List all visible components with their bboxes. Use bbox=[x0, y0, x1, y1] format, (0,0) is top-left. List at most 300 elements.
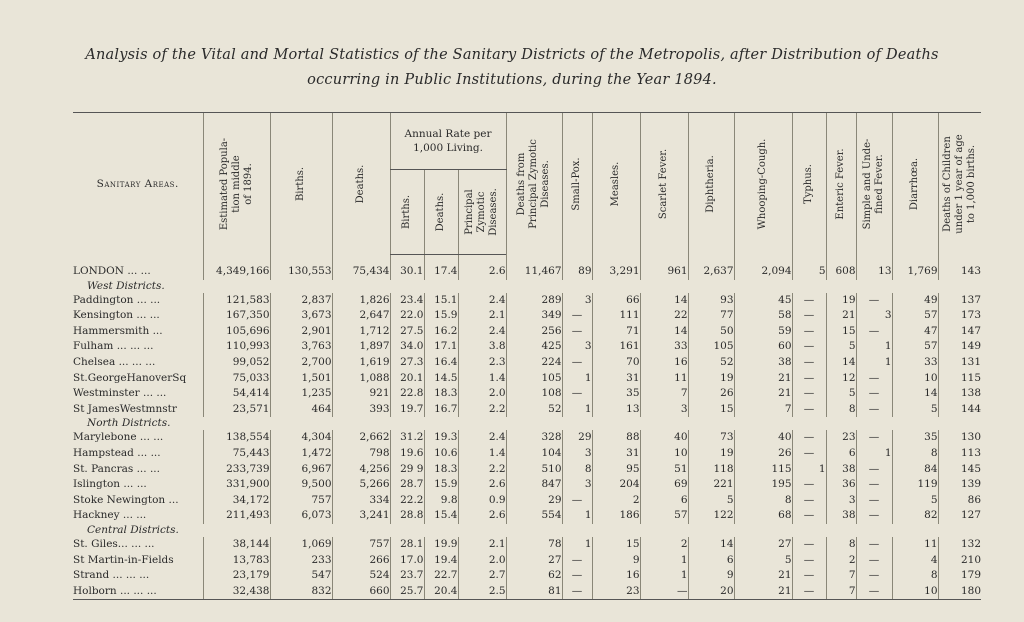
area-name-cell: Hammersmith ... bbox=[73, 324, 163, 337]
table-cell: 14.5 bbox=[424, 371, 458, 387]
table-body bbox=[73, 255, 981, 600]
table-cell: 22 bbox=[640, 308, 688, 324]
document-title bbox=[0, 43, 1024, 93]
table-cell: 5 bbox=[792, 255, 826, 280]
table-row bbox=[73, 355, 981, 371]
table-cell: 144 bbox=[938, 402, 981, 418]
table-cell: 130 bbox=[938, 430, 981, 446]
table-cell: 3 bbox=[562, 446, 592, 462]
table-cell: 3 bbox=[856, 308, 892, 324]
table-cell: 2,647 bbox=[332, 308, 390, 324]
table-cell: 21 bbox=[734, 584, 792, 600]
header-enteric-fever: Enteric Fever. bbox=[826, 113, 856, 255]
table-cell: 27 bbox=[506, 553, 562, 569]
table-cell: 21 bbox=[734, 568, 792, 584]
area-name-cell: St JamesWestmnstr bbox=[73, 402, 177, 415]
table-cell: 25.7 bbox=[390, 584, 424, 600]
table-cell: 15.9 bbox=[424, 477, 458, 493]
table-row bbox=[73, 308, 981, 324]
table-cell: 31.2 bbox=[390, 430, 424, 446]
table-cell: 32,438 bbox=[203, 584, 270, 600]
table-cell: 2.6 bbox=[458, 255, 506, 280]
table-cell: 1 bbox=[562, 402, 592, 418]
table-cell: 70 bbox=[592, 355, 640, 371]
table-cell: 2.3 bbox=[458, 355, 506, 371]
table-cell: 1 bbox=[856, 339, 892, 355]
table-cell: — bbox=[792, 508, 826, 524]
table-cell: — bbox=[856, 462, 892, 478]
table-cell: — bbox=[792, 584, 826, 600]
table-cell: 40 bbox=[640, 430, 688, 446]
table-cell: — bbox=[562, 324, 592, 340]
table-cell: 921 bbox=[332, 386, 390, 402]
table-cell: 30.1 bbox=[390, 255, 424, 280]
table-cell: 19 bbox=[688, 371, 734, 387]
table-cell: 195 bbox=[734, 477, 792, 493]
header-deaths: Deaths. bbox=[332, 113, 390, 255]
table-cell: 180 bbox=[938, 584, 981, 600]
table-cell: 5 bbox=[826, 386, 856, 402]
table-cell: 111 bbox=[592, 308, 640, 324]
table-cell: 224 bbox=[506, 355, 562, 371]
table-cell: 757 bbox=[332, 537, 390, 553]
table-cell: 29 bbox=[562, 430, 592, 446]
table-cell: 14 bbox=[640, 324, 688, 340]
section-heading: North Districts. bbox=[87, 417, 171, 430]
table-cell: — bbox=[792, 386, 826, 402]
table-cell: 45 bbox=[734, 293, 792, 309]
table-cell: 19.3 bbox=[424, 430, 458, 446]
section-heading-row bbox=[73, 524, 981, 537]
table-cell: 11 bbox=[640, 371, 688, 387]
table-cell: 6 bbox=[640, 493, 688, 509]
table-cell: 1 bbox=[562, 537, 592, 553]
table-cell: 75,434 bbox=[332, 255, 390, 280]
area-name-cell: St Martin-in-Fields bbox=[73, 553, 174, 566]
table-cell: 10.6 bbox=[424, 446, 458, 462]
table-cell: 1,712 bbox=[332, 324, 390, 340]
table-cell: 35 bbox=[892, 430, 938, 446]
table-cell: 21 bbox=[826, 308, 856, 324]
table-cell: 38 bbox=[826, 508, 856, 524]
table-cell: 132 bbox=[938, 537, 981, 553]
table-cell: — bbox=[640, 584, 688, 600]
table-cell: 3 bbox=[562, 339, 592, 355]
table-cell: 23.4 bbox=[390, 293, 424, 309]
table-cell: 5,266 bbox=[332, 477, 390, 493]
table-cell: 31 bbox=[592, 371, 640, 387]
table-cell: 17.0 bbox=[390, 553, 424, 569]
table-cell: 15.9 bbox=[424, 308, 458, 324]
table-cell: — bbox=[562, 493, 592, 509]
table-cell: 38 bbox=[734, 355, 792, 371]
table-cell: 393 bbox=[332, 402, 390, 418]
table-cell: — bbox=[792, 430, 826, 446]
table-cell: 62 bbox=[506, 568, 562, 584]
table-cell: 0.9 bbox=[458, 493, 506, 509]
area-name-cell: Marylebone ... ... bbox=[73, 431, 164, 444]
table-cell: 2.4 bbox=[458, 324, 506, 340]
table-cell: 15 bbox=[826, 324, 856, 340]
table-row bbox=[73, 293, 981, 309]
table-cell: 20.1 bbox=[390, 371, 424, 387]
table-cell: 35 bbox=[592, 386, 640, 402]
table-cell: 110,993 bbox=[203, 339, 270, 355]
table-cell: 131 bbox=[938, 355, 981, 371]
table-cell: 3,763 bbox=[270, 339, 332, 355]
header-zymotic-deaths: Deaths from Principal Zymotic Diseases. bbox=[506, 113, 562, 255]
table-cell: 3 bbox=[826, 493, 856, 509]
table-cell: 2.0 bbox=[458, 553, 506, 569]
table-cell: 95 bbox=[592, 462, 640, 478]
table-cell: 93 bbox=[688, 293, 734, 309]
table-cell: 11,467 bbox=[506, 255, 562, 280]
table-cell: 34.0 bbox=[390, 339, 424, 355]
table-cell: 211,493 bbox=[203, 508, 270, 524]
area-name-cell: LONDON ... ... bbox=[73, 264, 151, 277]
table-cell: 27.3 bbox=[390, 355, 424, 371]
table-cell: 757 bbox=[270, 493, 332, 509]
table-cell: — bbox=[792, 537, 826, 553]
table-row bbox=[73, 584, 981, 600]
table-cell: 660 bbox=[332, 584, 390, 600]
table-cell: 3.8 bbox=[458, 339, 506, 355]
table-cell: 36 bbox=[826, 477, 856, 493]
header-births: Births. bbox=[270, 113, 332, 255]
table-cell: 89 bbox=[562, 255, 592, 280]
table-cell: 33 bbox=[640, 339, 688, 355]
table-cell: — bbox=[792, 371, 826, 387]
table-cell: 16 bbox=[592, 568, 640, 584]
header-diarrhoea: Diarrhœa. bbox=[892, 113, 938, 255]
table-cell: 289 bbox=[506, 293, 562, 309]
table-cell: 138 bbox=[938, 386, 981, 402]
table-cell: 1 bbox=[562, 371, 592, 387]
table-cell: 16.7 bbox=[424, 402, 458, 418]
table-cell: 20.4 bbox=[424, 584, 458, 600]
table-cell: 86 bbox=[938, 493, 981, 509]
area-name-cell: Chelsea ... ... ... bbox=[73, 355, 156, 368]
table-cell: 127 bbox=[938, 508, 981, 524]
table-cell: 5 bbox=[688, 493, 734, 509]
table-cell: 104 bbox=[506, 446, 562, 462]
table-cell: — bbox=[562, 355, 592, 371]
table-cell: 119 bbox=[892, 477, 938, 493]
table-cell: 34,172 bbox=[203, 493, 270, 509]
table-cell: 9,500 bbox=[270, 477, 332, 493]
table-cell: 49 bbox=[892, 293, 938, 309]
table-cell: 27.5 bbox=[390, 324, 424, 340]
table-cell: 21 bbox=[734, 386, 792, 402]
table-cell: 5 bbox=[826, 339, 856, 355]
table-cell: 57 bbox=[892, 339, 938, 355]
table-cell: 3 bbox=[562, 477, 592, 493]
table-cell: 2.2 bbox=[458, 462, 506, 478]
table-cell: 14 bbox=[892, 386, 938, 402]
table-cell: 2.4 bbox=[458, 430, 506, 446]
table-cell: 16.4 bbox=[424, 355, 458, 371]
table-cell: 19 bbox=[826, 293, 856, 309]
table-cell: 2.1 bbox=[458, 537, 506, 553]
table-cell: 6 bbox=[688, 553, 734, 569]
table-cell: 1 bbox=[792, 462, 826, 478]
table-cell: 99,052 bbox=[203, 355, 270, 371]
table-cell: 15.4 bbox=[424, 508, 458, 524]
table-cell: 82 bbox=[892, 508, 938, 524]
header-typhus: Typhus. bbox=[792, 113, 826, 255]
table-cell: 149 bbox=[938, 339, 981, 355]
table-cell: 23,571 bbox=[203, 402, 270, 418]
table-cell: 2,700 bbox=[270, 355, 332, 371]
table-cell: 38 bbox=[826, 462, 856, 478]
area-name-cell: Holborn ... ... ... bbox=[73, 584, 203, 600]
table-cell: — bbox=[562, 568, 592, 584]
table-cell: 524 bbox=[332, 568, 390, 584]
table-cell: 2.2 bbox=[458, 402, 506, 418]
table-cell: — bbox=[856, 568, 892, 584]
table-cell: 4,349,166 bbox=[203, 255, 270, 280]
section-heading-row bbox=[73, 417, 981, 430]
table-cell: 121,583 bbox=[203, 293, 270, 309]
table-cell: — bbox=[856, 386, 892, 402]
table-cell: 15 bbox=[688, 402, 734, 418]
table-cell: 14 bbox=[640, 293, 688, 309]
table-cell: 233 bbox=[270, 553, 332, 569]
table-cell: 108 bbox=[506, 386, 562, 402]
table-cell: 13 bbox=[592, 402, 640, 418]
table-cell: 832 bbox=[270, 584, 332, 600]
table-row bbox=[73, 493, 981, 509]
table-cell: 147 bbox=[938, 324, 981, 340]
table-cell: 8 bbox=[734, 493, 792, 509]
header-population: Estimated Popula- tion middle of 1894. bbox=[203, 113, 270, 255]
title-line-1: Analysis of the Vital and Mortal Statistics of the Sanitary Districts of the Metropolis, after Distribution of Deaths bbox=[85, 47, 939, 63]
table-cell: 1,472 bbox=[270, 446, 332, 462]
table-cell: — bbox=[562, 308, 592, 324]
table-cell: 139 bbox=[938, 477, 981, 493]
table-cell: 115 bbox=[734, 462, 792, 478]
table-cell: 5 bbox=[892, 402, 938, 418]
table-cell: — bbox=[792, 493, 826, 509]
table-cell: 5 bbox=[734, 553, 792, 569]
table-cell: — bbox=[792, 324, 826, 340]
table-cell: 961 bbox=[640, 255, 688, 280]
table-cell: — bbox=[856, 553, 892, 569]
table-cell: 6,967 bbox=[270, 462, 332, 478]
table-cell: 66 bbox=[592, 293, 640, 309]
table-cell: 22.2 bbox=[390, 493, 424, 509]
table-cell: 547 bbox=[270, 568, 332, 584]
table-cell: 29 9 bbox=[390, 462, 424, 478]
table-cell: 26 bbox=[734, 446, 792, 462]
table-cell: 19.9 bbox=[424, 537, 458, 553]
table-cell: — bbox=[856, 402, 892, 418]
table-cell: 22.8 bbox=[390, 386, 424, 402]
header-smallpox: Small-Pox. bbox=[562, 113, 592, 255]
area-name-cell: Hampstead ... ... bbox=[73, 446, 161, 459]
table-cell: — bbox=[792, 308, 826, 324]
header-annual-rate: Annual Rate per 1,000 Living. bbox=[390, 113, 506, 170]
table-cell: — bbox=[856, 493, 892, 509]
table-cell: 14 bbox=[688, 537, 734, 553]
table-cell: 28.7 bbox=[390, 477, 424, 493]
table-cell: 2 bbox=[640, 537, 688, 553]
table-cell: 27 bbox=[734, 537, 792, 553]
table-cell: 17.1 bbox=[424, 339, 458, 355]
table-cell: 464 bbox=[270, 402, 332, 418]
table-cell: 16.2 bbox=[424, 324, 458, 340]
table-cell: 1 bbox=[640, 553, 688, 569]
table-row bbox=[73, 537, 981, 553]
table-cell: 18.3 bbox=[424, 462, 458, 478]
table-cell: 10 bbox=[892, 371, 938, 387]
table-cell: 2.0 bbox=[458, 386, 506, 402]
table-cell: 59 bbox=[734, 324, 792, 340]
table-cell: 13 bbox=[856, 255, 892, 280]
table-cell: 233,739 bbox=[203, 462, 270, 478]
table-cell: — bbox=[856, 293, 892, 309]
table-cell: 47 bbox=[892, 324, 938, 340]
area-name-cell: Hackney ... ... bbox=[73, 509, 147, 522]
table-cell: 10 bbox=[640, 446, 688, 462]
table-cell: 51 bbox=[640, 462, 688, 478]
table-cell: — bbox=[792, 293, 826, 309]
table-row bbox=[73, 462, 981, 478]
table-cell: 11 bbox=[892, 537, 938, 553]
table-row bbox=[73, 386, 981, 402]
header-measles: Measles. bbox=[592, 113, 640, 255]
table-cell: 3,291 bbox=[592, 255, 640, 280]
table-cell: — bbox=[792, 477, 826, 493]
table-cell: 58 bbox=[734, 308, 792, 324]
table-cell: 847 bbox=[506, 477, 562, 493]
header-rate-zymotic: Principal Zymotic Diseases. bbox=[458, 170, 506, 255]
table-cell: 105 bbox=[688, 339, 734, 355]
table-cell: 130,553 bbox=[270, 255, 332, 280]
table-cell: 145 bbox=[938, 462, 981, 478]
table-cell: 81 bbox=[506, 584, 562, 600]
table-cell: 16 bbox=[640, 355, 688, 371]
table-row bbox=[73, 477, 981, 493]
table-cell: 5 bbox=[892, 493, 938, 509]
table-row bbox=[73, 430, 981, 446]
table-cell: 204 bbox=[592, 477, 640, 493]
table-cell: 77 bbox=[688, 308, 734, 324]
table-cell: 210 bbox=[938, 553, 981, 569]
table-cell: 7 bbox=[826, 568, 856, 584]
table-cell: — bbox=[792, 339, 826, 355]
table-row bbox=[73, 324, 981, 340]
table-cell: 137 bbox=[938, 293, 981, 309]
area-name-cell: Paddington ... ... bbox=[73, 293, 161, 306]
table-cell: 19.4 bbox=[424, 553, 458, 569]
table-row bbox=[73, 339, 981, 355]
table-cell: 8 bbox=[826, 537, 856, 553]
area-name-cell: Kensington ... ... bbox=[73, 309, 160, 322]
table-cell: — bbox=[856, 584, 892, 600]
table-cell: — bbox=[856, 324, 892, 340]
table-cell: 7 bbox=[734, 402, 792, 418]
table-row bbox=[73, 402, 981, 418]
table-cell: — bbox=[856, 477, 892, 493]
table-cell: 23.7 bbox=[390, 568, 424, 584]
table-header bbox=[73, 113, 981, 255]
table-cell: 143 bbox=[938, 255, 981, 280]
table-cell: 3,673 bbox=[270, 308, 332, 324]
table-cell: 14 bbox=[826, 355, 856, 371]
table-cell: 2.6 bbox=[458, 477, 506, 493]
section-heading: Central Districts. bbox=[87, 523, 179, 536]
table-cell: 29 bbox=[506, 493, 562, 509]
table-cell: 57 bbox=[892, 308, 938, 324]
table-cell: 221 bbox=[688, 477, 734, 493]
table-row bbox=[73, 508, 981, 524]
table-cell: 1,501 bbox=[270, 371, 332, 387]
section-heading: West Districts. bbox=[87, 279, 165, 292]
table-cell: 88 bbox=[592, 430, 640, 446]
table-cell: 4,304 bbox=[270, 430, 332, 446]
table-cell: 4 bbox=[892, 553, 938, 569]
table-cell: 1,088 bbox=[332, 371, 390, 387]
header-scarlet-fever: Scarlet Fever. bbox=[640, 113, 688, 255]
table-cell: 138,554 bbox=[203, 430, 270, 446]
table-cell: 1,235 bbox=[270, 386, 332, 402]
table-cell: 75,033 bbox=[203, 371, 270, 387]
table-cell: 33 bbox=[892, 355, 938, 371]
table-cell: 2.4 bbox=[458, 293, 506, 309]
table-cell: 1,769 bbox=[892, 255, 938, 280]
table-cell: 9 bbox=[688, 568, 734, 584]
header-diphtheria: Diphtheria. bbox=[688, 113, 734, 255]
table-cell: 15 bbox=[592, 537, 640, 553]
table-cell: — bbox=[792, 553, 826, 569]
table-cell: 167,350 bbox=[203, 308, 270, 324]
table-cell: 1.4 bbox=[458, 371, 506, 387]
table-cell: 2.6 bbox=[458, 508, 506, 524]
table-row bbox=[73, 553, 981, 569]
table-cell: 1 bbox=[856, 446, 892, 462]
table-cell: 161 bbox=[592, 339, 640, 355]
header-rate-deaths: Deaths. bbox=[424, 170, 458, 255]
table-cell: 8 bbox=[826, 402, 856, 418]
table-cell: 122 bbox=[688, 508, 734, 524]
table-cell: 425 bbox=[506, 339, 562, 355]
table-cell: 2 bbox=[592, 493, 640, 509]
area-name-cell: Fulham ... ... ... bbox=[73, 340, 154, 353]
table-cell: 1 bbox=[640, 568, 688, 584]
table-cell: 10 bbox=[892, 584, 938, 600]
header-whooping-cough: Whooping-Cough. bbox=[734, 113, 792, 255]
table-cell: — bbox=[562, 553, 592, 569]
table-cell: 68 bbox=[734, 508, 792, 524]
table-cell: 2 bbox=[826, 553, 856, 569]
table-cell: — bbox=[562, 584, 592, 600]
table-cell: 52 bbox=[688, 355, 734, 371]
table-cell: 1,619 bbox=[332, 355, 390, 371]
table-cell: 2,662 bbox=[332, 430, 390, 446]
table-cell: 38,144 bbox=[203, 537, 270, 553]
table-cell: 18.3 bbox=[424, 386, 458, 402]
header-sanitary-areas: Sanitary Areas. bbox=[73, 113, 203, 255]
table-cell: 266 bbox=[332, 553, 390, 569]
table-cell: 334 bbox=[332, 493, 390, 509]
table-cell: 75,443 bbox=[203, 446, 270, 462]
table-cell: 9 bbox=[592, 553, 640, 569]
header-simple-fever: Simple and Unde- fined Fever. bbox=[856, 113, 892, 255]
table-cell: — bbox=[792, 355, 826, 371]
table-row bbox=[73, 371, 981, 387]
area-name-cell: St.GeorgeHanoverSq bbox=[73, 371, 187, 384]
